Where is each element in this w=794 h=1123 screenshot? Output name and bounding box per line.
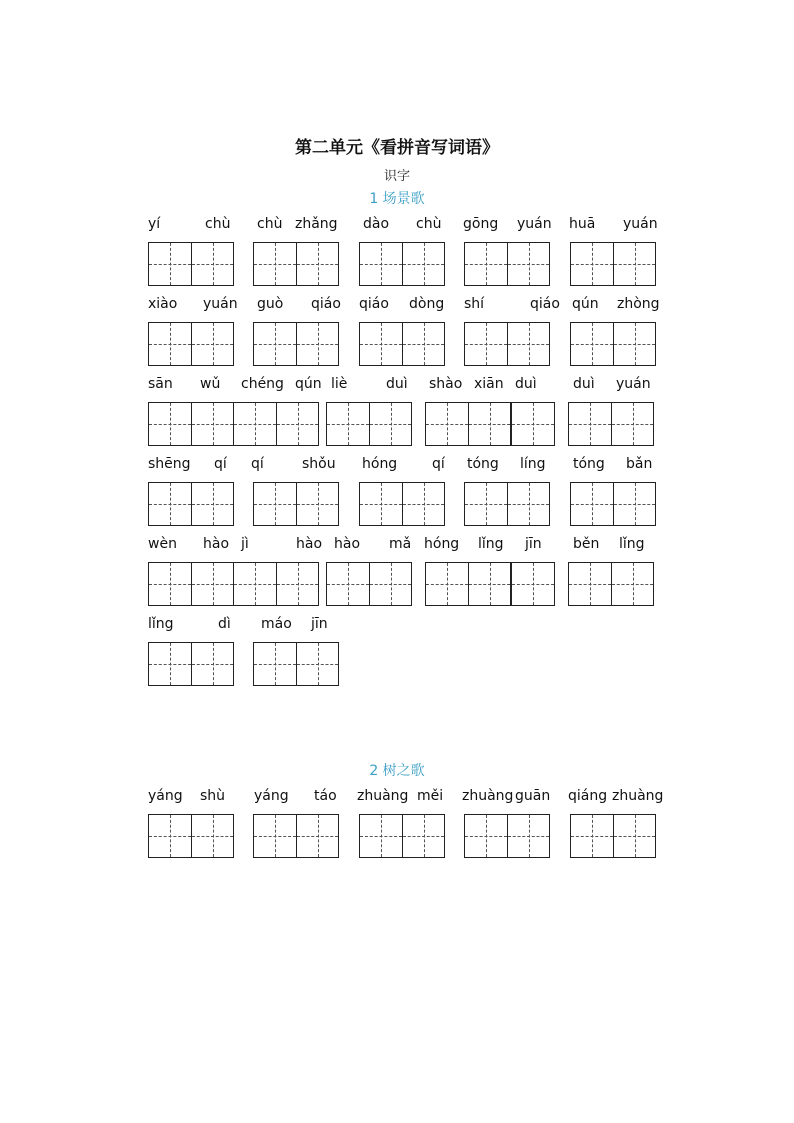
tianzige-cell[interactable] [468, 563, 510, 605]
pinyin-label: duì [573, 376, 595, 392]
tianzige-cell[interactable] [149, 243, 191, 285]
pinyin-label: shí [464, 296, 485, 312]
tianzige-cell[interactable] [276, 563, 318, 605]
pinyin-label: qiáo [311, 296, 341, 312]
pinyin-label: měi [417, 788, 444, 804]
pinyin-label: mǎ [389, 536, 412, 552]
pinyin-label: yáng [254, 788, 289, 804]
tianzige-cell[interactable] [149, 323, 191, 365]
tianzige-cell[interactable] [149, 563, 191, 605]
page-title: 第二单元《看拼音写词语》 [295, 138, 499, 158]
tianzige-cell[interactable] [402, 815, 444, 857]
unit-subtitle: 识字 [383, 169, 410, 184]
tianzige-cell[interactable] [613, 323, 655, 365]
pinyin-label: qí [214, 456, 227, 472]
pinyin-label: bǎn [626, 456, 653, 472]
pinyin-label: dòng [409, 296, 445, 312]
tianzige-cell[interactable] [360, 815, 402, 857]
tianzige-cell[interactable] [254, 323, 296, 365]
pinyin-label: hào [203, 536, 230, 552]
pinyin-label: yí [148, 216, 161, 232]
pinyin-label: yuán [517, 216, 552, 232]
tianzige-cell[interactable] [507, 323, 549, 365]
pinyin-label: gōng [463, 216, 499, 232]
tianzige-cell[interactable] [465, 815, 507, 857]
pinyin-label: liè [331, 376, 348, 392]
writing-box[interactable] [464, 242, 550, 286]
tianzige-cell[interactable] [613, 243, 655, 285]
pinyin-label: huā [569, 216, 596, 232]
pinyin-label: jīn [311, 616, 328, 632]
tianzige-cell[interactable] [191, 815, 233, 857]
pinyin-label: zhuàng [462, 788, 514, 804]
tianzige-cell[interactable] [613, 815, 655, 857]
tianzige-cell[interactable] [611, 563, 653, 605]
tianzige-cell[interactable] [571, 483, 613, 525]
tianzige-cell[interactable] [296, 483, 338, 525]
pinyin-label: zhuàng [357, 788, 409, 804]
pinyin-label: chù [416, 216, 442, 232]
tianzige-cell[interactable] [191, 483, 233, 525]
tianzige-cell[interactable] [360, 323, 402, 365]
writing-box[interactable] [253, 482, 339, 526]
tianzige-cell[interactable] [402, 483, 444, 525]
pinyin-label: qún [572, 296, 599, 312]
tianzige-cell[interactable] [426, 563, 468, 605]
writing-box[interactable] [326, 402, 412, 446]
pinyin-label: yuán [203, 296, 238, 312]
pinyin-label: xiào [148, 296, 178, 312]
writing-box[interactable] [511, 402, 555, 446]
tianzige-cell[interactable] [296, 243, 338, 285]
tianzige-cell[interactable] [191, 323, 233, 365]
tianzige-cell[interactable] [191, 563, 233, 605]
pinyin-label: dì [218, 616, 231, 632]
pinyin-label: zhǎng [295, 216, 338, 232]
tianzige-cell[interactable] [569, 403, 611, 445]
pinyin-label: líng [520, 456, 546, 472]
pinyin-label: zhuàng [612, 788, 664, 804]
tianzige-cell[interactable] [426, 403, 468, 445]
tianzige-cell[interactable] [613, 483, 655, 525]
pinyin-label: wèn [148, 536, 177, 552]
tianzige-cell[interactable] [465, 243, 507, 285]
pinyin-label: hóng [362, 456, 398, 472]
tianzige-cell[interactable] [465, 483, 507, 525]
tianzige-cell[interactable] [571, 243, 613, 285]
writing-box[interactable] [464, 482, 550, 526]
pinyin-label: lǐng [619, 536, 645, 552]
writing-box[interactable] [148, 322, 234, 366]
tianzige-cell[interactable] [512, 563, 554, 605]
tianzige-cell[interactable] [571, 323, 613, 365]
pinyin-label: běn [573, 536, 600, 552]
tianzige-cell[interactable] [507, 483, 549, 525]
writing-box[interactable] [359, 242, 445, 286]
pinyin-label: guān [515, 788, 551, 804]
pinyin-label: qí [251, 456, 264, 472]
writing-box[interactable] [148, 402, 234, 446]
tianzige-cell[interactable] [149, 643, 191, 685]
tianzige-cell[interactable] [369, 563, 411, 605]
pinyin-label: qiáo [530, 296, 560, 312]
pinyin-label: qún [295, 376, 322, 392]
tianzige-cell[interactable] [360, 243, 402, 285]
writing-box[interactable] [425, 402, 511, 446]
pinyin-label: jì [241, 536, 249, 552]
tianzige-cell[interactable] [254, 643, 296, 685]
writing-box[interactable] [464, 814, 550, 858]
writing-box[interactable] [253, 814, 339, 858]
pinyin-label: táo [314, 788, 337, 804]
writing-box[interactable] [359, 482, 445, 526]
pinyin-label: hào [296, 536, 323, 552]
pinyin-label: hóng [424, 536, 460, 552]
writing-box[interactable] [253, 322, 339, 366]
writing-box[interactable] [464, 322, 550, 366]
pinyin-label: qí [432, 456, 445, 472]
writing-box[interactable] [425, 562, 511, 606]
tianzige-cell[interactable] [468, 403, 510, 445]
tianzige-cell[interactable] [327, 563, 369, 605]
writing-box[interactable] [570, 322, 656, 366]
pinyin-label: shào [429, 376, 463, 392]
writing-box[interactable] [326, 562, 412, 606]
writing-box[interactable] [148, 562, 234, 606]
pinyin-label: yuán [616, 376, 651, 392]
tianzige-cell[interactable] [402, 243, 444, 285]
pinyin-label: tóng [573, 456, 605, 472]
pinyin-label: chéng [241, 376, 284, 392]
writing-box[interactable] [359, 814, 445, 858]
pinyin-label: yuán [623, 216, 658, 232]
pinyin-label: shǒu [302, 456, 336, 472]
tianzige-cell[interactable] [507, 815, 549, 857]
pinyin-label: duì [386, 376, 408, 392]
writing-box[interactable] [148, 242, 234, 286]
tianzige-cell[interactable] [191, 643, 233, 685]
tianzige-cell[interactable] [360, 483, 402, 525]
tianzige-cell[interactable] [296, 643, 338, 685]
tianzige-cell[interactable] [234, 403, 276, 445]
writing-box[interactable] [148, 482, 234, 526]
pinyin-label: duì [515, 376, 537, 392]
pinyin-label: hào [334, 536, 361, 552]
pinyin-label: shù [200, 788, 226, 804]
pinyin-label: tóng [467, 456, 499, 472]
pinyin-label: yáng [148, 788, 183, 804]
writing-box[interactable] [568, 402, 654, 446]
writing-box[interactable] [233, 402, 319, 446]
writing-box[interactable] [568, 562, 654, 606]
pinyin-label: sān [148, 376, 173, 392]
writing-box[interactable] [253, 642, 339, 686]
writing-box[interactable] [570, 814, 656, 858]
tianzige-cell[interactable] [571, 815, 613, 857]
tianzige-cell[interactable] [149, 483, 191, 525]
tianzige-cell[interactable] [191, 403, 233, 445]
tianzige-cell[interactable] [512, 403, 554, 445]
writing-box[interactable] [570, 242, 656, 286]
pinyin-label: jīn [525, 536, 542, 552]
tianzige-cell[interactable] [276, 403, 318, 445]
tianzige-cell[interactable] [234, 563, 276, 605]
lesson-heading: 1 场景歌 [369, 191, 425, 207]
tianzige-cell[interactable] [611, 403, 653, 445]
writing-box[interactable] [570, 482, 656, 526]
tianzige-cell[interactable] [254, 815, 296, 857]
tianzige-cell[interactable] [369, 403, 411, 445]
writing-box[interactable] [359, 322, 445, 366]
pinyin-label: chù [205, 216, 231, 232]
writing-box[interactable] [253, 242, 339, 286]
tianzige-cell[interactable] [465, 323, 507, 365]
writing-box[interactable] [233, 562, 319, 606]
tianzige-cell[interactable] [296, 815, 338, 857]
tianzige-cell[interactable] [149, 815, 191, 857]
pinyin-label: lǐng [478, 536, 504, 552]
pinyin-label: lǐng [148, 616, 174, 632]
writing-box[interactable] [148, 642, 234, 686]
writing-box[interactable] [148, 814, 234, 858]
pinyin-label: wǔ [200, 376, 221, 392]
pinyin-label: qiáo [359, 296, 389, 312]
tianzige-cell[interactable] [569, 563, 611, 605]
pinyin-label: xiān [474, 376, 504, 392]
tianzige-cell[interactable] [254, 243, 296, 285]
pinyin-label: dào [363, 216, 390, 232]
tianzige-cell[interactable] [402, 323, 444, 365]
pinyin-label: chù [257, 216, 283, 232]
tianzige-cell[interactable] [254, 483, 296, 525]
writing-box[interactable] [511, 562, 555, 606]
pinyin-label: shēng [148, 456, 191, 472]
pinyin-label: qiáng [568, 788, 608, 804]
tianzige-cell[interactable] [191, 243, 233, 285]
pinyin-label: guò [257, 296, 284, 312]
pinyin-label: máo [261, 616, 292, 632]
tianzige-cell[interactable] [327, 403, 369, 445]
tianzige-cell[interactable] [149, 403, 191, 445]
lesson-heading: 2 树之歌 [369, 763, 425, 779]
tianzige-cell[interactable] [507, 243, 549, 285]
tianzige-cell[interactable] [296, 323, 338, 365]
pinyin-label: zhòng [617, 296, 660, 312]
